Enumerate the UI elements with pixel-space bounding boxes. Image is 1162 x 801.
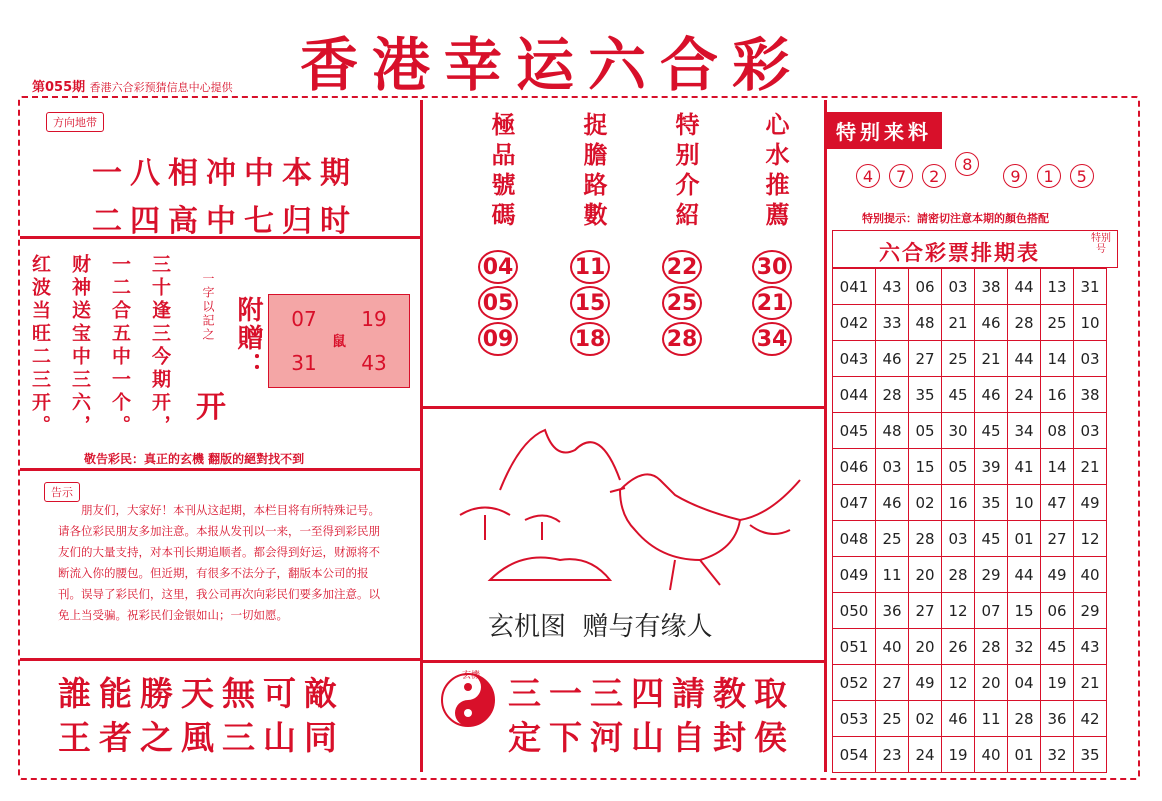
page-title: 香港幸运六合彩 [300,31,805,99]
period-cell: 052 [833,665,876,701]
headline-line-2: 二四高中七归时 [92,204,358,239]
letter-tag: 告示 [44,482,80,502]
number-cell: 39 [975,449,1008,485]
bird-body [620,474,800,560]
number-cell: 21 [1074,449,1107,485]
number-circle: 25 [662,286,702,320]
number-cell: 25 [876,701,909,737]
number-cell: 28 [909,521,942,557]
divider-right [824,100,827,772]
issue-number: 第055期 [32,80,86,95]
number-cell: 19 [942,737,975,773]
special-header: 特别来料 [826,112,942,149]
special-number: 2 [922,164,946,188]
number-circle: 15 [570,286,610,320]
number-circle: 30 [752,250,792,284]
special-hint: 特别提示：請密切注意本期的顏色搭配 [862,212,1049,225]
number-cell: 28 [1008,701,1041,737]
table-row [833,593,1107,629]
number-cell: 40 [876,629,909,665]
poem-right-line-2: 定下河山自封侯 [508,718,795,757]
number-cell: 23 [876,737,909,773]
number-cell: 03 [942,269,975,305]
number-cell: 38 [1074,377,1107,413]
verse-column-4: 三十逢三今期开， [149,254,171,438]
schedule-header [832,230,1118,268]
number-cell: 36 [1041,701,1074,737]
period-cell: 047 [833,485,876,521]
number-cell: 27 [909,341,942,377]
number-cell: 06 [1041,593,1074,629]
gift-label: 附贈： [233,296,263,380]
special-numbers [856,154,1098,188]
divider-h4 [422,406,824,409]
bird-legs [670,560,720,590]
period-cell: 050 [833,593,876,629]
schedule-title: 六合彩票排期表 [879,241,1040,265]
number-cell: 24 [1008,377,1041,413]
number-cell: 01 [1008,521,1041,557]
table-row [833,521,1107,557]
number-cell: 49 [909,665,942,701]
number-circle: 18 [570,322,610,356]
gift-number: 43 [361,351,387,375]
number-cell: 20 [909,557,942,593]
number-cell: 43 [876,269,909,305]
number-cell: 32 [1041,737,1074,773]
number-cell: 43 [1074,629,1107,665]
number-cell: 12 [942,665,975,701]
number-cell: 36 [876,593,909,629]
period-cell: 049 [833,557,876,593]
number-cell: 02 [909,485,942,521]
headline-line-1: 一八相冲中本期 [92,156,358,191]
number-cell: 29 [1074,593,1107,629]
number-cell: 21 [942,305,975,341]
number-cell: 07 [975,593,1008,629]
issue-line [32,76,233,95]
number-cell: 05 [942,449,975,485]
number-circle: 21 [752,286,792,320]
mushroom-left [460,508,510,541]
gift-number: 31 [291,351,317,375]
number-cell: 46 [876,341,909,377]
number-cell: 08 [1041,413,1074,449]
letter-body: 朋友们，大家好！本刊从这起期，本栏目将有所特殊记号。请各位彩民朋友多加注意。本报从发刊以一来，一至得到彩民朋友们的大量支持，对本刊长期追顺者。都会得到好运，财源将不断流入你的腰包。但近期，有很多不法分子，翻版本公司的报刊。误导了彩民们，这里，我公司再次向彩民们要多加注意。以免上当受骗。祝彩民们金银如山；一切如愿。 [58,503,380,622]
period-cell: 048 [833,521,876,557]
number-circle: 11 [570,250,610,284]
number-cell: 27 [876,665,909,701]
gift-char: 开 [196,390,226,425]
number-cell: 13 [1041,269,1074,305]
number-cell: 44 [1008,341,1041,377]
special-number: 1 [1037,164,1061,188]
number-circle: 04 [478,250,518,284]
number-cell: 40 [975,737,1008,773]
number-cell: 16 [1041,377,1074,413]
number-cell: 25 [876,521,909,557]
number-cell: 01 [1008,737,1041,773]
number-cell: 11 [975,701,1008,737]
number-cell: 04 [1008,665,1041,701]
number-cell: 28 [876,377,909,413]
table-row [833,701,1107,737]
table-row [833,737,1107,773]
number-cell: 28 [1008,305,1041,341]
number-cell: 44 [1008,557,1041,593]
column-title-1: 極品號碼 [487,112,516,232]
number-cell: 31 [1074,269,1107,305]
table-row [833,377,1107,413]
table-row [833,269,1107,305]
poem-left-line-1: 誰能勝天無可敵 [58,674,345,713]
period-cell: 054 [833,737,876,773]
verse-column-1: 红波当旺二三开。 [29,254,51,438]
number-cell: 45 [1041,629,1074,665]
number-cell: 38 [975,269,1008,305]
number-cell: 21 [975,341,1008,377]
mushroom-right [525,515,560,540]
number-cell: 03 [876,449,909,485]
number-cell: 48 [909,305,942,341]
mystery-picture [450,420,810,600]
number-cell: 28 [975,629,1008,665]
gift-number: 19 [361,307,387,331]
period-cell: 044 [833,377,876,413]
number-cell: 03 [1074,341,1107,377]
number-cell: 42 [1074,701,1107,737]
number-cell: 25 [1041,305,1074,341]
number-cell: 29 [975,557,1008,593]
table-row [833,413,1107,449]
column-title-2: 捉膽路數 [579,112,608,232]
number-circle: 09 [478,322,518,356]
table-row [833,305,1107,341]
number-cell: 45 [975,413,1008,449]
notice-line: 敬告彩民：真正的玄機 翻版的絕對找不到 [84,452,305,466]
direction-tag: 方向地带 [46,112,104,132]
table-row [833,629,1107,665]
divider-left [420,100,423,772]
yinyang-label: 玄機 [462,671,481,681]
divider-h2 [20,468,420,471]
number-cell: 45 [942,377,975,413]
number-cell: 03 [942,521,975,557]
table-row [833,449,1107,485]
number-circle: 05 [478,286,518,320]
number-cell: 20 [909,629,942,665]
number-cell: 24 [909,737,942,773]
gift-box [268,294,410,388]
number-cell: 30 [942,413,975,449]
number-cell: 41 [1008,449,1041,485]
number-cell: 34 [1008,413,1041,449]
table-row [833,341,1107,377]
mystery-caption: 玄机图 赠与有缘人 [488,612,713,642]
number-cell: 15 [909,449,942,485]
number-cell: 35 [1074,737,1107,773]
period-cell: 042 [833,305,876,341]
period-cell: 046 [833,449,876,485]
number-cell: 05 [909,413,942,449]
period-cell: 051 [833,629,876,665]
period-cell: 053 [833,701,876,737]
number-cell: 48 [876,413,909,449]
number-circle: 34 [752,322,792,356]
period-cell: 041 [833,269,876,305]
number-cell: 46 [975,305,1008,341]
special-number: 9 [1003,164,1027,188]
number-cell: 28 [942,557,975,593]
poem-left-line-2: 王者之風三山同 [58,718,345,757]
number-cell: 21 [1074,665,1107,701]
special-number: 8 [955,152,979,176]
number-cell: 25 [942,341,975,377]
number-cell: 40 [1074,557,1107,593]
number-cell: 19 [1041,665,1074,701]
table-row [833,557,1107,593]
number-cell: 27 [909,593,942,629]
column-title-3: 特别介紹 [671,112,700,232]
number-cell: 10 [1008,485,1041,521]
number-cell: 32 [1008,629,1041,665]
number-cell: 12 [942,593,975,629]
number-cell: 16 [942,485,975,521]
number-cell: 03 [1074,413,1107,449]
number-cell: 02 [909,701,942,737]
number-cell: 46 [942,701,975,737]
number-cell: 14 [1041,449,1074,485]
number-circle: 22 [662,250,702,284]
number-cell: 15 [1008,593,1041,629]
special-number: 7 [889,164,913,188]
number-cell: 14 [1041,341,1074,377]
number-cell: 26 [942,629,975,665]
issue-provider: 香港六合彩预猜信息中心提供 [89,81,233,94]
number-cell: 35 [909,377,942,413]
number-cell: 35 [975,485,1008,521]
number-cell: 49 [1041,557,1074,593]
divider-h5 [422,660,824,663]
number-cell: 20 [975,665,1008,701]
schedule-table [832,268,1107,773]
number-cell: 44 [1008,269,1041,305]
special-number: 5 [1070,164,1094,188]
number-cell: 47 [1041,485,1074,521]
mountain-outline [500,430,620,490]
period-cell: 043 [833,341,876,377]
gift-number: 07 [291,307,317,331]
table-row [833,665,1107,701]
verse-column-2: 财神送宝中三六， [69,254,91,438]
divider-h3 [20,658,420,661]
number-cell: 49 [1074,485,1107,521]
number-cell: 11 [876,557,909,593]
number-cell: 06 [909,269,942,305]
rock-shape [490,558,610,581]
number-cell: 46 [975,377,1008,413]
number-circle: 28 [662,322,702,356]
number-cell: 33 [876,305,909,341]
column-title-4: 心水推薦 [761,112,790,232]
schedule-special-label: 特别号 [1091,233,1111,255]
number-cell: 27 [1041,521,1074,557]
special-number: 4 [856,164,880,188]
table-row [833,485,1107,521]
period-cell: 045 [833,413,876,449]
poem-right-line-1: 三一三四請教取 [508,674,795,713]
number-cell: 45 [975,521,1008,557]
number-cell: 10 [1074,305,1107,341]
gift-zodiac: 鼠 [332,334,346,350]
number-cell: 12 [1074,521,1107,557]
number-cell: 46 [876,485,909,521]
gift-side-note: 一字以記之 [201,272,215,342]
verse-column-3: 一二合五中一个。 [109,254,131,438]
bird-beak [610,488,625,492]
